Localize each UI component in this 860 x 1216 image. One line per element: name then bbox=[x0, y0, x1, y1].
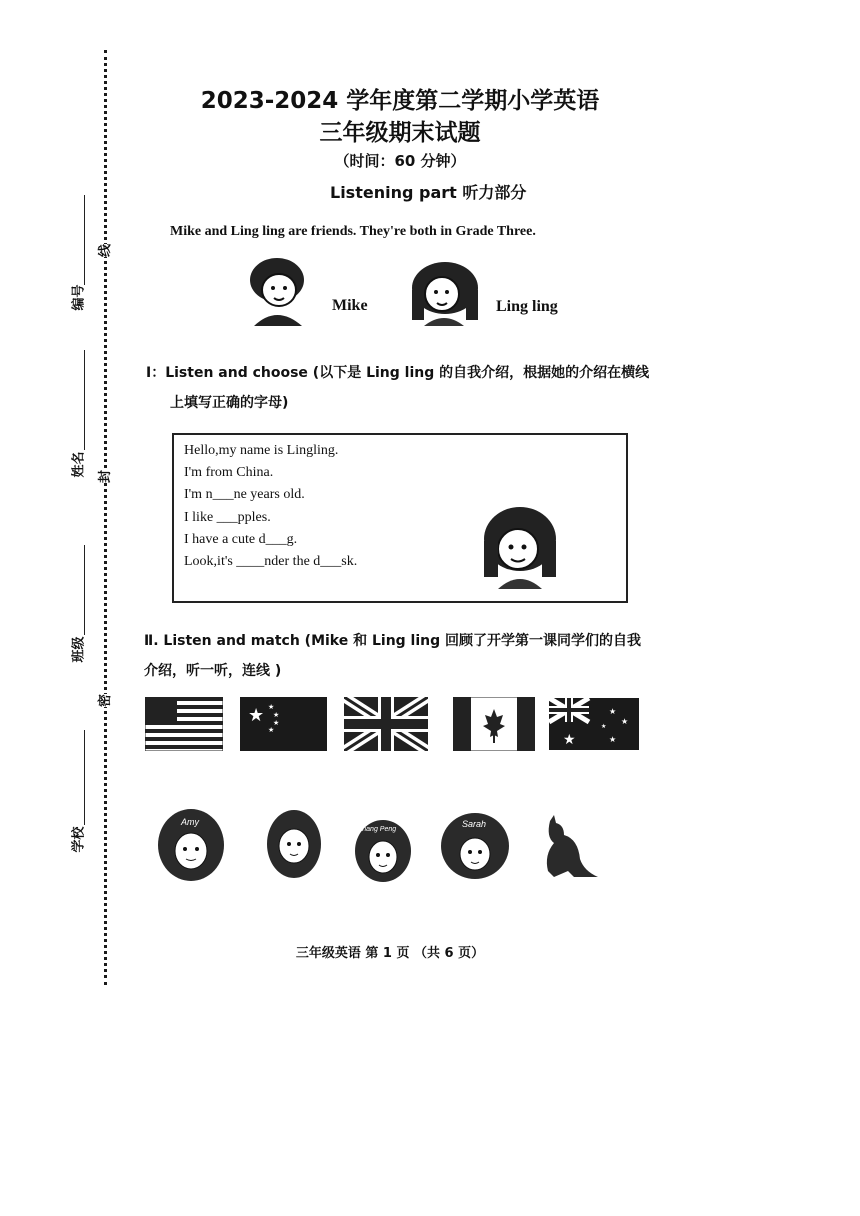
svg-text:★: ★ bbox=[273, 711, 280, 719]
name-mike: Mike bbox=[332, 297, 368, 314]
svg-text:★: ★ bbox=[268, 703, 275, 711]
uk-flag-icon[interactable] bbox=[344, 697, 428, 751]
svg-text:★: ★ bbox=[621, 717, 629, 726]
svg-text:★: ★ bbox=[601, 723, 607, 730]
binding-dotted-line bbox=[104, 50, 107, 985]
avatar-sarah[interactable] bbox=[440, 812, 510, 880]
usa-flag-icon[interactable] bbox=[145, 697, 223, 751]
school-blank-line bbox=[84, 730, 85, 825]
question1-heading bbox=[146, 358, 666, 418]
cut-mark-line: 线 bbox=[93, 244, 114, 257]
svg-text:★: ★ bbox=[248, 705, 265, 726]
avatar-sarah-label: Sarah bbox=[462, 819, 487, 829]
intro-line-6[interactable]: Look,it's ____nder the d___sk. bbox=[184, 554, 358, 569]
svg-text:★: ★ bbox=[609, 735, 617, 744]
cut-mark-secret: 密 bbox=[93, 694, 114, 707]
kangaroo-icon[interactable] bbox=[534, 815, 600, 881]
intro-line-2: I'm from China. bbox=[184, 465, 274, 480]
section-heading: Listening part 听力部分 bbox=[330, 183, 527, 202]
intro-text: Mike and Ling ling are friends. They're both in Grade Three. bbox=[170, 224, 536, 239]
avatar-zhang-peng[interactable] bbox=[354, 815, 412, 883]
intro-line-5[interactable]: I have a cute d___g. bbox=[184, 532, 298, 547]
question2-heading bbox=[144, 626, 664, 686]
class-blank-line bbox=[84, 545, 85, 635]
question1-heading-line1: I：Listen and choose (以下是 Ling ling 的自我介绍，根据她的介绍在横线 bbox=[146, 365, 650, 381]
avatar-girl[interactable] bbox=[265, 808, 323, 880]
mike-portrait bbox=[246, 256, 308, 326]
svg-text:★: ★ bbox=[609, 707, 617, 716]
exam-subtitle: 三年级期末试题 bbox=[319, 120, 481, 146]
margin-label-number: 编号 bbox=[71, 284, 87, 311]
svg-text:★: ★ bbox=[268, 726, 275, 734]
intro-line-4[interactable]: I like ___pples. bbox=[184, 510, 271, 525]
avatar-amy-label: Amy bbox=[181, 817, 199, 827]
avatar-zhang-peng-label: Zhang Peng bbox=[358, 826, 397, 833]
australia-flag-icon[interactable] bbox=[549, 697, 639, 751]
margin-label-class: 班级 bbox=[71, 636, 87, 663]
question1-heading-line2: 上填写正确的字母) bbox=[170, 395, 289, 411]
exam-time: （时间：60 分钟） bbox=[334, 152, 466, 170]
margin-label-name: 姓名 bbox=[71, 451, 87, 478]
intro-line-1: Hello,my name is Lingling. bbox=[184, 443, 339, 458]
name-blank-line bbox=[84, 350, 85, 450]
margin-label-school: 学校 bbox=[71, 826, 87, 853]
question2-heading-line2: 介绍，听一听，连线 ) bbox=[144, 663, 282, 679]
intro-line-3[interactable]: I'm n___ne years old. bbox=[184, 487, 305, 502]
number-blank-line bbox=[84, 195, 85, 285]
cut-mark-seal: 封 bbox=[93, 470, 114, 483]
lingling-box-portrait bbox=[480, 505, 560, 589]
avatar-amy[interactable] bbox=[155, 805, 227, 883]
name-lingling: Ling ling bbox=[496, 298, 558, 315]
lingling-portrait bbox=[408, 260, 482, 326]
self-intro-box bbox=[172, 433, 628, 603]
china-flag-icon[interactable] bbox=[240, 697, 327, 751]
question2-heading-line1: Ⅱ. Listen and match (Mike 和 Ling ling 回顾了开学第一课同学们的自我 bbox=[144, 633, 642, 649]
page-footer: 三年级英语 第 1 页 （共 6 页） bbox=[295, 946, 485, 961]
svg-text:★: ★ bbox=[273, 719, 280, 727]
exam-title: 2023-2024 学年度第二学期小学英语 bbox=[200, 88, 600, 114]
canada-flag-icon[interactable] bbox=[453, 697, 535, 751]
svg-text:★: ★ bbox=[563, 732, 576, 748]
